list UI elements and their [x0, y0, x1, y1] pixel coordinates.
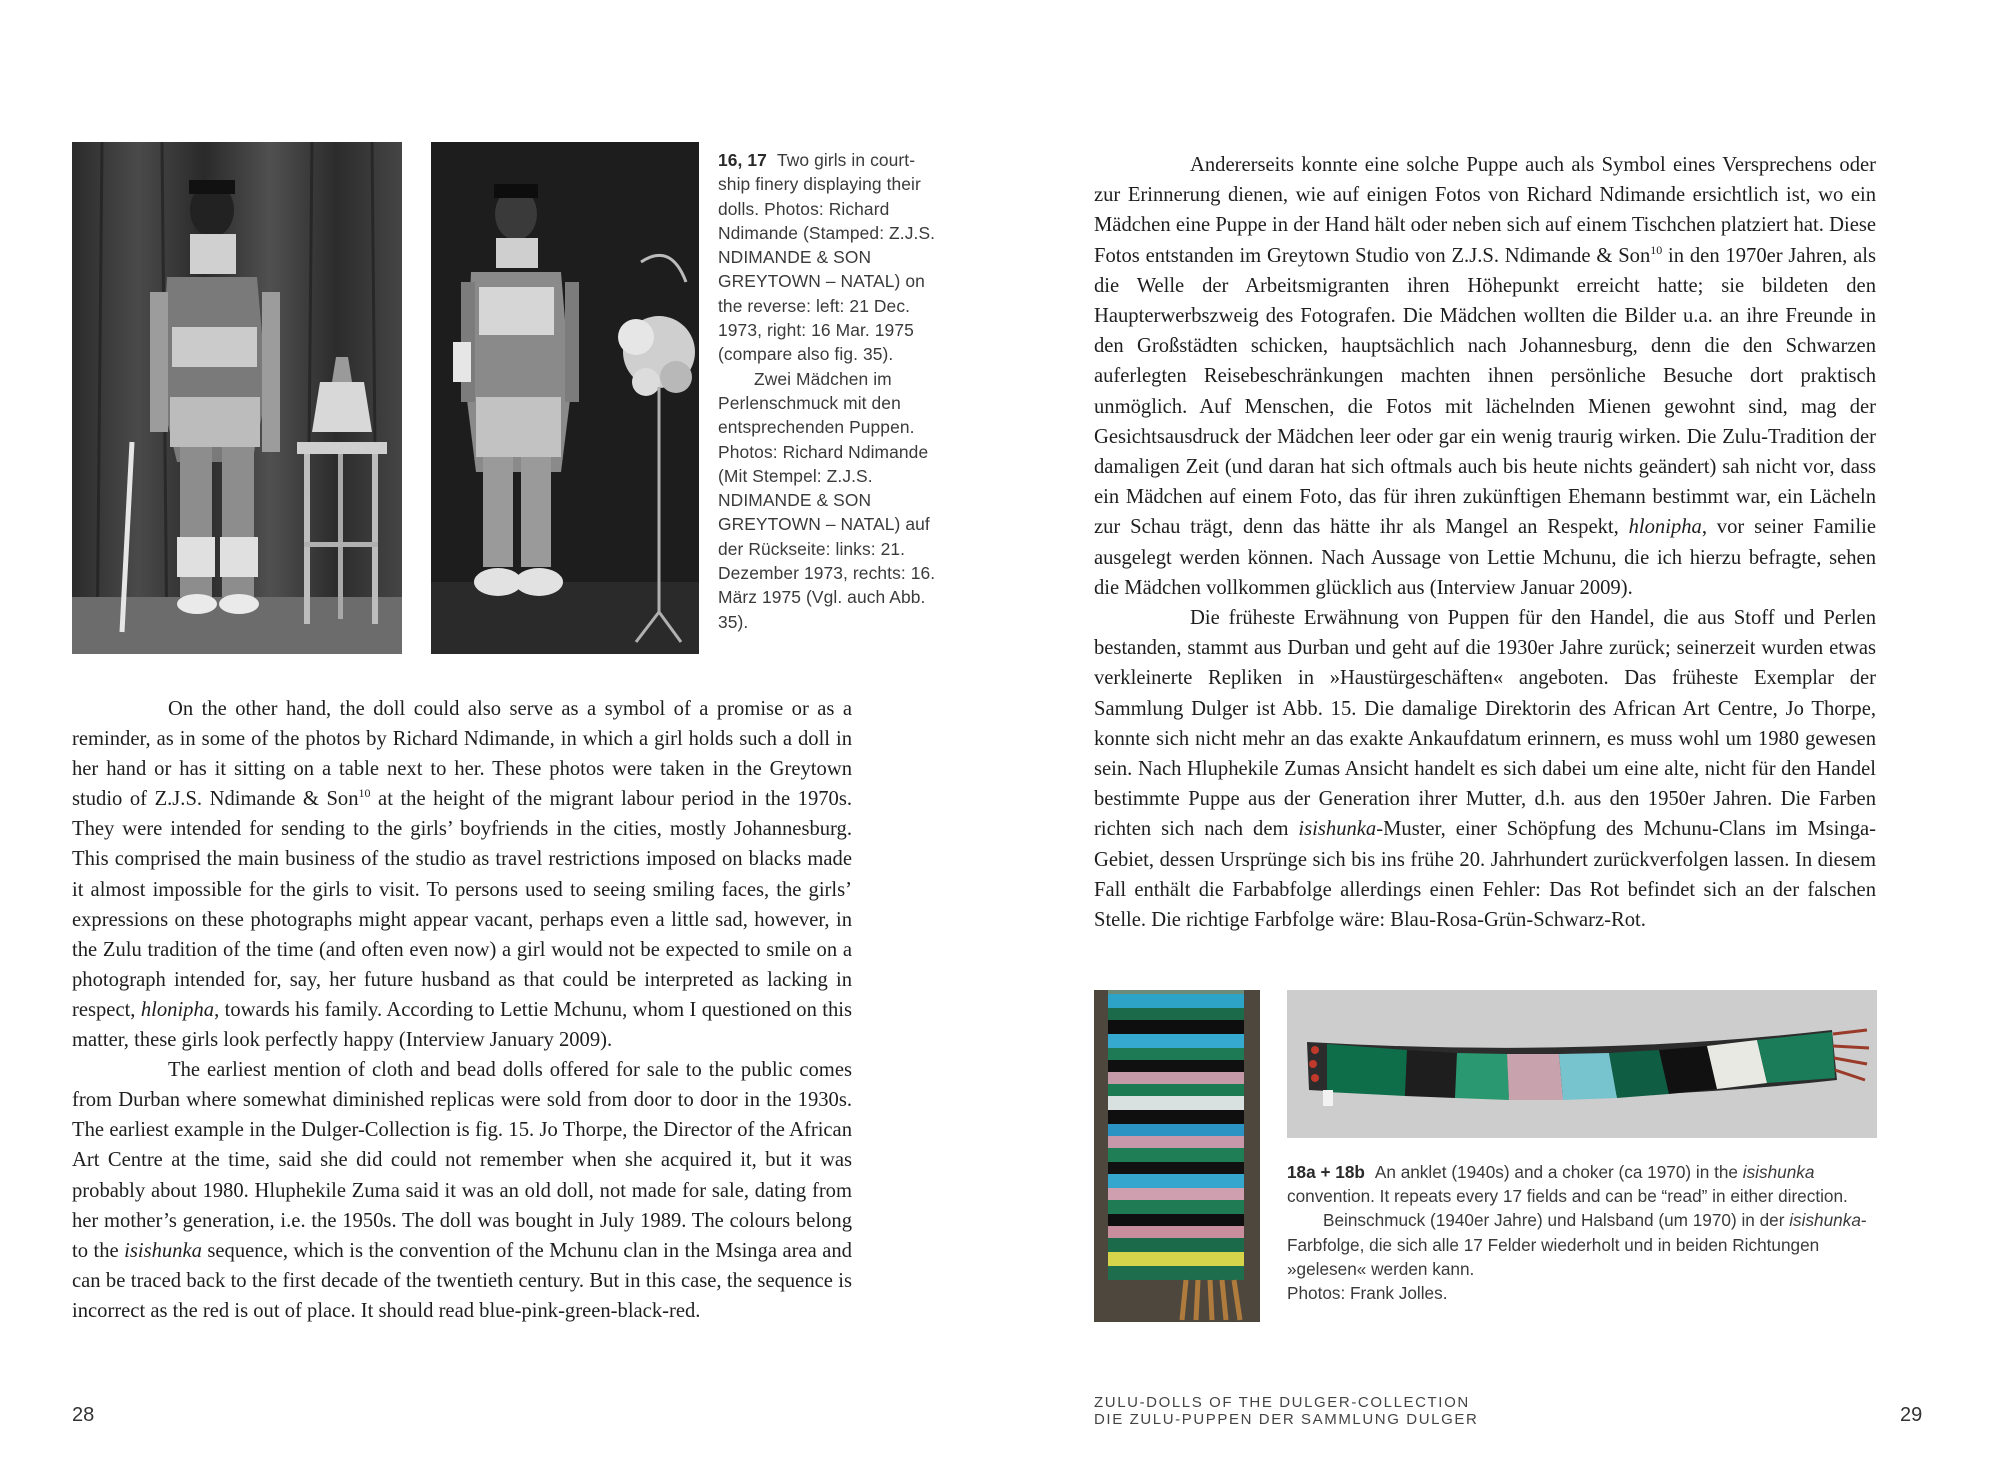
body-en-p2-part-a: The earliest mention of cloth and bead dolls offered for sale to the public comes from Durban where somewhat diminished replicas were sold from door to door in the 1930s. The earliest example in the Dulger-Collection is fig. 15. Jo Thorpe, the Director of the African Art Centre at the time, said she did could not remember when she acquired it, but it was probably about 1980. Hluphekile Zuma said it was an old doll, not made for sale, dating from her mother’s generation, i.e. the 1950s. The doll was bought in July 1989. The colours belong to the — [72, 1059, 852, 1262]
body-en-paragraph-1 — [72, 694, 852, 1055]
footnote-ref-10: 10 — [358, 786, 371, 801]
body-de-p2-part-a: Die früheste Erwähnung von Puppen für den Handel, die aus Stoff und Perlen bestanden, stammt aus Durban und geht auf die 1930er Jahre zurück; seinerzeit wurden etwas verkleinerte Repliken in »Haustürgeschäften« angeboten. Das früheste Exemplar der Sammlung Dulger ist Abb. 15. Die damalige Direktorin des African Art Centre, Jo Thorpe, konnte sich nicht mehr an das exakte Ankaufdatum erinnern, es muss wohl um 1980 gewesen sein. Nach Hluphekile Zumas Ansicht handelt es sich dabei um eine alte, nicht für den Handel bestimmte Puppe aus der Generation ihrer Mutter, d.h. aus den 1950er Jahren. Die Farben richten sich nach dem — [1094, 607, 1876, 841]
photo-choker — [1287, 990, 1877, 1138]
body-text-english — [72, 694, 852, 1326]
caption-18-number: 18a + 18b — [1287, 1162, 1365, 1182]
body-de-p2-italic: isishunka — [1298, 818, 1377, 841]
caption-english — [718, 148, 940, 367]
body-en-p1-part-c: , towards his family. According to Lettie Mchunu, whom I questioned on this matter, these girls look perfectly happy (Interview January 2009). — [72, 998, 853, 1052]
footer-title-english: ZULU-DOLLS OF THE DULGER-COLLECTION — [1094, 1394, 1470, 1411]
photo-anklet — [1094, 990, 1260, 1322]
photo-girl-right — [431, 142, 699, 654]
figure-caption-16-17 — [718, 148, 940, 634]
photo-girl-right-image — [431, 142, 699, 654]
body-de-p1-part-c: , vor seiner Familie ausgelegt werden können. Nach Aussage von Lettie Mchunu, die ich hierzu befragte, sehen die Mädchen vollkommen glücklich aus (Interview Januar 2009). — [1094, 516, 1876, 599]
caption-18-english-italic: isishunka — [1742, 1162, 1815, 1182]
body-en-paragraph-2 — [72, 1055, 852, 1326]
photo-choker-image — [1287, 990, 1877, 1138]
caption-18-english-b: convention. It repeats every 17 fields and can be “read” in either direction. — [1287, 1186, 1848, 1207]
body-en-p1-italic: hlonipha — [140, 998, 215, 1021]
caption-18-german-a: Beinschmuck (1940er Jahre) und Halsband (um 1970) in der — [1323, 1210, 1790, 1231]
body-en-p1-part-a: On the other hand, the doll could also serve as a symbol of a promise or as a reminder, as in some of the photos by Richard Ndimande, in which a girl holds such a doll in her hand or has it sitting on a table next to her. These photos were taken in the Greytown studio of Z.J.S. Ndimande & Son — [72, 698, 852, 811]
caption-english-text: Two girls in court-ship finery displaying their dolls. Photos: Richard Ndimande (Stamped: Z.J.S. NDIMANDE & SON GREYTOWN – NATAL) on the reverse: left: 21 Dec. 1973, right: 16 Mar. 1975 (compare also fig. 35). — [718, 150, 936, 365]
caption-18-german-b: -Farbfolge, die sich alle 17 Felder wiederholt und in beiden Richtungen »gelesen« werden kann. — [1287, 1210, 1867, 1279]
body-de-paragraph-1 — [1094, 150, 1876, 603]
caption-18-english — [1287, 1160, 1877, 1208]
photo-anklet-image — [1094, 990, 1260, 1322]
body-en-p2-part-b: sequence, which is the convention of the Mchunu clan in the Msinga area and can be traced back to the first decade of the twentieth century. But in this case, the sequence is incorrect as the red is out of place. It should read blue-pink-green-black-red. — [72, 1239, 852, 1322]
footer-title-german: DIE ZULU-PUPPEN DER SAMMLUNG DULGER — [1094, 1411, 1479, 1428]
caption-18-credit: Photos: Frank Jolles. — [1287, 1283, 1448, 1304]
caption-german: Zwei Mädchen im Perlenschmuck mit den entsprechenden Puppen. Photos: Richard Ndimande (Mit Stempel: Z.J.S. NDIMANDE & SON GREYTOWN – NATAL) auf der Rückseite: links: 21. Dezember 1973, rechts: 16. März 1975 (Vgl. auch Abb. 35). — [718, 368, 936, 632]
body-en-p1-part-b: at the height of the migrant labour period in the 1970s. They were intended for sending to the girls’ boyfriends in the cities, mostly Johannesburg. This comprised the main business of the studio as travel restrictions imposed on blacks made it almost impossible for the girls to visit. To persons used to seeing smiling faces, the girls’ expressions on these photographs might appear vacant, perhaps even a little sad, however, in the Zulu tradition of the time (and often even now) a girl would not be expected to smile on a photograph intended for, say, her future husband as that could be interpreted as lacking in respect, — [72, 788, 852, 1021]
page-number-right: 29 — [1900, 1404, 1923, 1426]
running-footer — [1094, 1394, 1478, 1428]
figure-caption-18 — [1287, 1160, 1877, 1305]
caption-number: 16, 17 — [718, 150, 767, 170]
caption-18-german-italic: isishunka — [1789, 1210, 1861, 1231]
body-en-p2-italic: isishunka — [124, 1239, 202, 1262]
footnote-ref-10-de: 10 — [1650, 242, 1663, 257]
body-de-p2-part-b: -Muster, einer Schöpfung des Mchunu-Clans im Msinga-Gebiet, dessen Ursprünge sich bis ins frühe 20. Jahrhundert zurückverfolgen lassen. In diesem Fall enthält die Farbabfolge allerdings einen Fehler: Das Rot befindet sich an der falschen Stelle. Die richtige Farbfolge wäre: Blau-Rosa-Grün-Schwarz-Rot. — [1094, 818, 1876, 932]
body-de-p1-part-a: Andererseits konnte eine solche Puppe auch als Symbol eines Versprechens oder zur Erinnerung dienen, wie auf einigen Fotos von Richard Ndimande ersichtlich ist, wo ein Mädchen eine Puppe in der Hand hält oder neben sich auf einem Tischchen platziert hat. Diese Fotos entstanden im Greytown Studio von Z.J.S. Ndimande & Son — [1094, 154, 1876, 267]
body-de-p1-part-b: in den 1970er Jahren, als die Welle der Arbeitsmigranten ihren Höhepunkt erreicht hatte; sie bildeten den Haupterwerbszweig des Fotografen. Die Mädchen wollten die Bilder u.a. an ihre Freunde in den Großstädten schicken, hauptsächlich nach Johannesburg, denn die den Schwarzen auferlegten Reisebeschränkungen machten ihnen persönliche Besuche dort praktisch unmöglich. Auf Menschen, die Fotos mit lächelnden Mienen gewohnt sind, mag der Gesichtsausdruck der Mädchen leer oder gar ein wenig traurig wirken. Die Zulu-Tradition der damaligen Zeit (und daran hat sich oftmals auch bis heute nichts geändert) sah nicht vor, dass ein Mädchen auf einem Foto, das für ihren zukünftigen Ehemann bestimmt war, ein Lächeln zur Schau trägt, denn das hätte ihr als Mangel an Respekt, — [1094, 244, 1877, 539]
page-number-left: 28 — [72, 1404, 95, 1426]
caption-18-english-a: An anklet (1940s) and a choker (ca 1970) in the — [1374, 1162, 1743, 1182]
body-text-german — [1094, 150, 1876, 935]
body-de-paragraph-2 — [1094, 603, 1876, 935]
photo-girl-left-image — [72, 142, 402, 654]
caption-18-german — [1287, 1208, 1877, 1281]
body-de-p1-italic: hlonipha — [1628, 516, 1702, 539]
photo-girl-left — [72, 142, 402, 654]
